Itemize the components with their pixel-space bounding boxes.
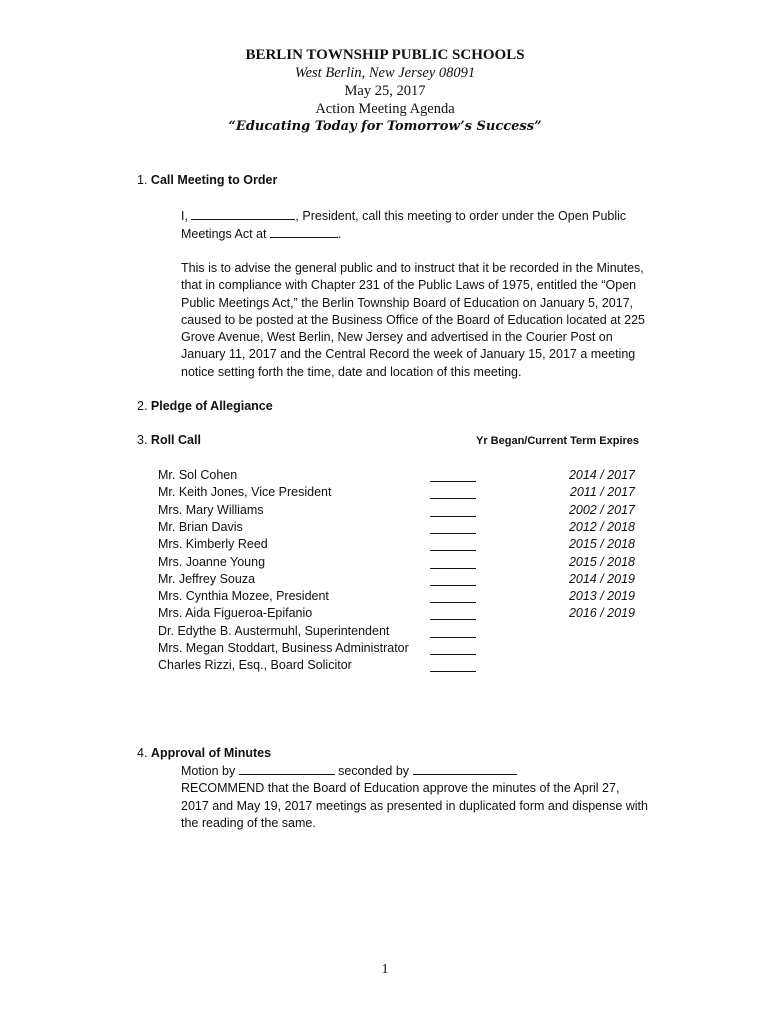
roll-call-row [158,640,638,657]
recommend-line: the reading of the same. [181,815,316,830]
statement-line-2 [181,225,661,243]
attendance-blank [430,602,476,603]
roll-call-row [158,467,638,484]
statement-text: , President, call this meeting to order under the Open Public [295,209,627,223]
public-notice-paragraph [181,260,661,381]
attendance-blank [430,533,476,534]
document-type: Action Meeting Agenda [315,101,455,117]
term-column-header: Yr Began/Current Term Expires [476,435,640,447]
roll-call-row [158,484,638,501]
member-term: 2016 / 2019 [568,606,635,621]
member-term: 2011 / 2017 [569,485,635,500]
roll-call-row [158,536,638,553]
member-term: 2015 / 2018 [568,537,635,552]
section-3-heading [137,432,201,449]
section-2-heading [137,398,273,415]
page-number: 1 [381,962,389,977]
statement-text: . [337,227,342,242]
member-name: Mr. Keith Jones, Vice President [158,485,332,500]
member-term: 2014 / 2017 [568,468,635,482]
motion-text: seconded by [334,764,413,778]
member-name: Mrs. Mary Williams [158,502,264,517]
member-name: Charles Rizzi, Esq., Board Solicitor [158,658,352,673]
statement-text: I, [181,209,192,223]
notice-line: Grove Avenue, West Berlin, New Jersey and advertised in the Courier Post on [181,330,613,345]
section-title: Call Meeting to Order [150,173,278,187]
section-number: 2. [137,399,148,413]
approval-of-minutes-body [181,762,661,832]
member-term: 2012 / 2018 [568,519,635,534]
section-number: 4. [137,746,148,760]
section-title: Roll Call [150,433,201,447]
roll-call-row [158,571,638,588]
motion-by-blank [239,762,335,775]
attendance-blank [430,671,476,672]
member-term: 2002 / 2017 [568,502,635,517]
statement-line-1 [181,207,661,225]
time-blank [270,225,338,238]
member-name: Mrs. Kimberly Reed [158,537,268,552]
call-to-order-statement [181,207,661,244]
member-name: Mrs. Joanne Young [158,554,266,569]
notice-line: Public Meetings Act,” the Berlin Township Board of Education on January 5, 2017, [181,295,634,310]
notice-line: notice setting forth the time, date and location of this meeting. [181,364,522,379]
district-title: BERLIN TOWNSHIP PUBLIC SCHOOLS [245,47,525,63]
motion-text: Motion by [181,764,239,778]
notice-line: January 11, 2017 and the Central Record the week of January 15, 2017 a meeting [181,347,636,362]
document-header [0,46,770,136]
motion-line [181,762,661,780]
member-name: Dr. Edythe B. Austermuhl, Superintendent [158,623,390,638]
attendance-blank [430,619,476,620]
roll-call-row [158,605,638,622]
notice-line: caused to be posted at the Business Office of the Board of Education located at 225 [181,312,645,327]
member-name: Mrs. Cynthia Mozee, President [158,589,329,604]
attendance-blank [430,516,476,517]
roll-call-row [158,657,638,674]
president-name-blank [191,207,295,220]
member-name: Mr. Jeffrey Souza [158,571,256,586]
member-term: 2013 / 2019 [568,589,635,604]
recommend-line: 2017 and May 19, 2017 meetings as presented in duplicated form and dispense with [181,798,648,813]
attendance-blank [430,481,476,482]
section-number: 1. [137,173,148,187]
district-motto: “Educating Today for Tomorrow’s Success” [228,119,542,134]
member-name: Mr. Brian Davis [158,519,243,534]
seconded-by-blank [413,762,517,775]
attendance-blank [430,550,476,551]
roll-call-row [158,519,638,536]
notice-line: that in compliance with Chapter 231 of the Public Laws of 1975, entitled the “Open [181,278,637,293]
notice-line: This is to advise the general public and to instruct that it be recorded in the Minutes, [181,261,644,275]
section-4-heading [137,745,271,762]
attendance-blank [430,585,476,586]
roll-call-row [158,502,638,519]
section-title: Pledge of Allegiance [150,399,273,413]
meeting-date: May 25, 2017 [344,83,426,99]
roll-call-row [158,588,638,605]
attendance-blank [430,568,476,569]
attendance-blank [430,654,476,655]
roll-call-row [158,623,638,640]
member-term: 2015 / 2018 [568,554,635,569]
member-name: Mrs. Aida Figueroa-Epifanio [158,606,313,621]
district-location: West Berlin, New Jersey 08091 [294,65,476,81]
member-term: 2014 / 2019 [568,571,635,586]
attendance-blank [430,637,476,638]
section-1-heading [137,172,277,189]
section-title: Approval of Minutes [150,746,272,760]
section-number: 3. [137,433,148,447]
roll-call-row [158,554,638,571]
member-name: Mr. Sol Cohen [158,468,238,482]
attendance-blank [430,498,476,499]
recommend-line: RECOMMEND that the Board of Education approve the minutes of the April 27, [181,781,620,796]
member-name: Mrs. Megan Stoddart, Business Administrator [158,641,409,655]
statement-text: Meetings Act at [181,227,270,242]
